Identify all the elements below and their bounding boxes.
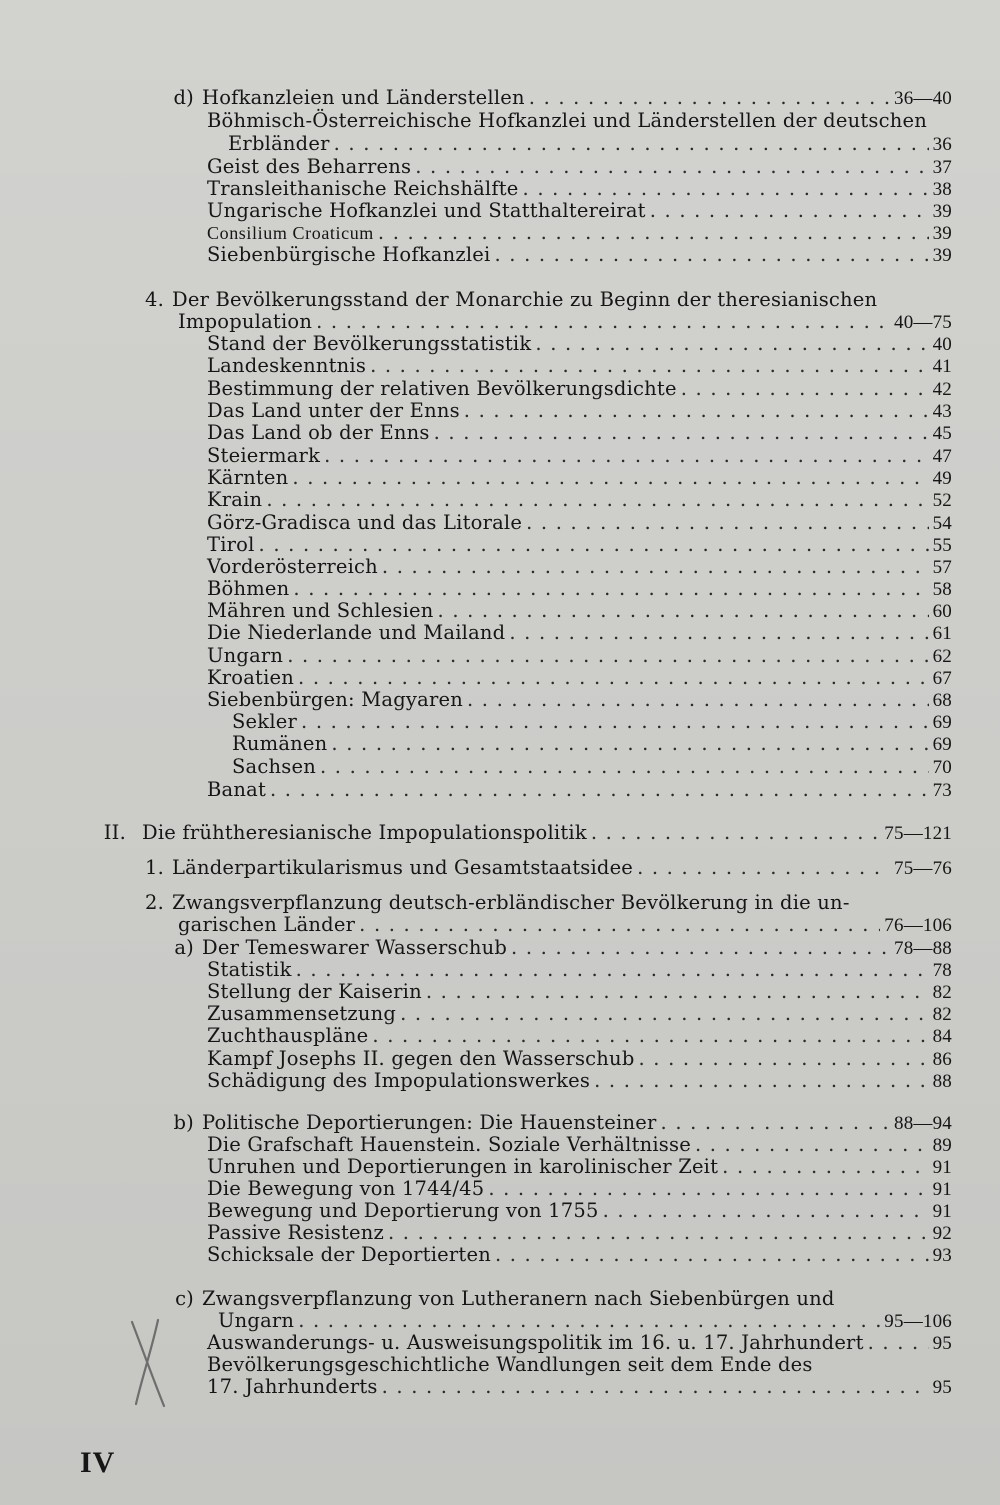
- dot-leader: [331, 733, 928, 755]
- dot-leader: [293, 578, 928, 600]
- dot-leader: [324, 445, 929, 467]
- toc-entry-title: Hofkanzleien und Länderstellen: [202, 86, 525, 109]
- toc-entry-item: [207, 556, 952, 579]
- toc-entry-title: Die Niederlande und Mailand: [207, 621, 506, 644]
- toc-entry-title: Ungarn: [218, 1309, 295, 1332]
- toc-entry-item: [207, 467, 952, 490]
- toc-entry-title: Kroatien: [207, 666, 295, 689]
- toc-entry-item: [207, 689, 952, 712]
- toc-entry-item: [207, 1048, 952, 1071]
- toc-entry-page: 73: [932, 780, 952, 801]
- toc-entry-title: Landeskenntnis: [207, 354, 367, 377]
- toc-entry-page: 61: [932, 623, 952, 644]
- toc-entry-title: Sachsen: [232, 755, 316, 778]
- toc-entry-title: Rumänen: [232, 732, 328, 755]
- toc-entry-subcont: [218, 1310, 952, 1333]
- dot-leader: [301, 711, 929, 733]
- toc-entry-item: [207, 222, 952, 245]
- toc-entry-title: Zwangsverpflanzung von Lutheranern nach Siebenbürgen und: [202, 1287, 835, 1310]
- toc-entry-title: Unruhen und Deportierungen in karolinischer Zeit: [207, 1155, 719, 1178]
- toc-entry-title: Böhmisch-Österreichische Hofkanzlei und Länderstellen der deutschen: [207, 109, 927, 132]
- toc-entry-title: Statistik: [207, 958, 292, 981]
- toc-entry-sub: [175, 1287, 952, 1310]
- toc-entry-page: 55: [932, 535, 952, 556]
- toc-entry-title: Ungarn: [207, 644, 284, 667]
- toc-entry-page: 69: [932, 712, 952, 733]
- toc-entry-title: 17. Jahrhunderts: [207, 1375, 378, 1398]
- toc-entry-number: II.: [103, 821, 126, 844]
- toc-entry-title: Politische Deportierungen: Die Hauensteiner: [202, 1111, 657, 1134]
- dot-leader: [382, 1376, 929, 1398]
- toc-entry-item: [207, 622, 952, 645]
- toc-entry-item: [207, 1025, 952, 1048]
- dot-leader: [298, 667, 929, 689]
- toc-entry-title: Steiermark: [207, 444, 321, 467]
- toc-entry-title: Das Land unter der Enns: [207, 399, 460, 422]
- toc-entry-item: [207, 1332, 952, 1355]
- toc-entry-title: Die Grafschaft Hauenstein. Soziale Verhältnisse: [207, 1133, 691, 1156]
- toc-entry-page: 52: [932, 490, 952, 511]
- toc-entry-title: Erbländer: [228, 132, 330, 155]
- toc-entry-number: 2.: [144, 891, 164, 914]
- dot-leader: [637, 857, 890, 879]
- dot-leader: [270, 779, 929, 801]
- toc-entry-item: [207, 1156, 952, 1179]
- page-number: IV: [80, 1446, 116, 1479]
- dot-leader: [400, 1003, 929, 1025]
- toc-entry-title: Kärnten: [207, 466, 289, 489]
- toc-entry-title: Zuchthauspläne: [207, 1024, 369, 1047]
- toc-entry-title: Passive Resistenz: [207, 1221, 384, 1244]
- toc-entry-title: Bestimmung der relativen Bevölkerungsdichte: [207, 377, 677, 400]
- toc-entry-item: [207, 489, 952, 512]
- toc-entry-item: [207, 422, 952, 445]
- toc-entry-title: Länderpartikularismus und Gesamtstaatsidee: [172, 856, 634, 879]
- toc-entry-item: [207, 400, 952, 423]
- toc-entry-page: 41: [932, 356, 952, 377]
- toc-entry-item: [207, 1244, 952, 1267]
- toc-entry-subitem: [232, 756, 952, 779]
- toc-entry-page: 47: [932, 446, 952, 467]
- dot-leader: [868, 1332, 929, 1354]
- toc-entry-title: Schicksale der Deportierten: [207, 1243, 491, 1266]
- toc-entry-page: 69: [932, 734, 952, 755]
- toc-entry-page: 54: [932, 513, 952, 534]
- toc-entry-page: 36: [932, 134, 952, 155]
- toc-entry-item: [207, 355, 952, 378]
- toc-entry-title: Die Bewegung von 1744/45: [207, 1177, 485, 1200]
- toc-entry-item: [207, 1134, 952, 1157]
- toc-entry-title: Stellung der Kaiserin: [207, 980, 422, 1003]
- toc-entry-item: [207, 512, 952, 535]
- toc-entry-sub: [173, 1111, 952, 1135]
- toc-entry-chap: [144, 891, 952, 914]
- toc-entry-title: Siebenbürgische Hofkanzlei: [207, 243, 491, 266]
- dot-leader: [594, 1070, 928, 1092]
- toc-entry-title: Banat: [207, 778, 266, 801]
- dot-leader: [681, 378, 929, 400]
- toc-entry-page: 40: [932, 334, 952, 355]
- dot-leader: [511, 937, 890, 959]
- dot-leader: [296, 959, 929, 981]
- toc-entry-title: Impopulation: [178, 310, 313, 333]
- toc-entry-sub: [174, 936, 952, 960]
- toc-entry-title: Consilium Croaticum: [207, 223, 374, 243]
- toc-entry-item: [207, 156, 952, 179]
- dot-leader: [488, 1178, 928, 1200]
- toc-entry-title: Zusammensetzung: [207, 1002, 397, 1025]
- toc-entry-item: [207, 200, 952, 223]
- toc-entry-page: 45: [932, 423, 952, 444]
- toc-entry-item: [207, 110, 952, 132]
- toc-entry-title: Schädigung des Impopulationswerkes: [207, 1069, 591, 1092]
- dot-leader: [523, 178, 929, 200]
- dot-leader: [298, 1310, 880, 1332]
- toc-entry-page: 88—94: [894, 1113, 952, 1134]
- toc-entry-number: b): [173, 1111, 194, 1134]
- toc-entry-title: Ungarische Hofkanzlei und Statthaltereirat: [207, 199, 646, 222]
- dot-leader: [287, 645, 928, 667]
- toc-entry-item: [207, 1354, 952, 1376]
- toc-entry-title: Böhmen: [207, 577, 290, 600]
- toc-entry-item: [207, 333, 952, 356]
- dot-leader: [494, 244, 928, 266]
- toc-entry-title: Auswanderungs- u. Ausweisungspolitik im 16. u. 17. Jahrhundert: [207, 1331, 864, 1354]
- toc-entry-sub: [173, 86, 952, 110]
- toc-entry-cont: [228, 133, 952, 156]
- toc-entry-page: 38: [932, 179, 952, 200]
- dot-leader: [292, 467, 928, 489]
- dot-leader: [591, 822, 880, 844]
- toc-entry-item: [207, 244, 952, 267]
- toc-entry-page: 58: [932, 579, 952, 600]
- toc-entry-page: 78: [932, 960, 952, 981]
- toc-entry-title: Stand der Bevölkerungsstatistik: [207, 332, 532, 355]
- dot-leader: [259, 534, 929, 556]
- dot-leader: [529, 87, 890, 109]
- toc-entry-title: Siebenbürgen: Magyaren: [207, 688, 463, 711]
- toc-entry-page: 91: [932, 1201, 952, 1222]
- toc-entry-page: 78—88: [894, 938, 952, 959]
- toc-entry-page: 36—40: [894, 88, 952, 109]
- toc-entry-item: [207, 1070, 952, 1093]
- toc-entry-number: d): [173, 86, 194, 109]
- toc-entry-page: 42: [932, 379, 952, 400]
- toc-entry-title: Vorderösterreich: [207, 555, 378, 578]
- dot-leader: [438, 600, 929, 622]
- toc-entry-page: 82: [932, 982, 952, 1003]
- toc-entry-chapcont: [178, 914, 952, 937]
- toc-entry-item: [207, 959, 952, 982]
- toc-entry-title: garischen Länder: [178, 913, 356, 936]
- toc-entry-page: 39: [932, 201, 952, 222]
- toc-entry-title: Bewegung und Deportierung von 1755: [207, 1199, 599, 1222]
- toc-entry-page: 67: [932, 668, 952, 689]
- toc-entry-page: 95—106: [884, 1311, 952, 1332]
- toc-entry-page: 76—106: [884, 915, 952, 936]
- dot-leader: [650, 200, 929, 222]
- dot-leader: [266, 489, 928, 511]
- toc-entry-part: [103, 821, 952, 845]
- toc-entry-page: 82: [932, 1004, 952, 1025]
- toc-entry-page: 40—75: [894, 312, 952, 333]
- dot-leader: [372, 1025, 928, 1047]
- dot-leader: [370, 355, 929, 377]
- toc-entry-page: 92: [932, 1223, 952, 1244]
- toc-entry-page: 95: [932, 1377, 952, 1398]
- toc-entry-number: 4.: [144, 288, 164, 311]
- dot-leader: [426, 981, 929, 1003]
- toc-entry-item: [207, 645, 952, 668]
- dot-leader: [495, 1244, 929, 1266]
- dot-leader: [526, 512, 928, 534]
- toc-entry-page: 88: [932, 1071, 952, 1092]
- dot-leader: [603, 1200, 929, 1222]
- toc-entry-title: Der Bevölkerungsstand der Monarchie zu Beginn der theresianischen: [172, 288, 878, 311]
- toc-entry-chap: [144, 856, 952, 880]
- toc-entry-item: [207, 378, 952, 401]
- dot-leader: [382, 556, 929, 578]
- toc-entry-item: [207, 1003, 952, 1026]
- dot-leader: [509, 622, 928, 644]
- pencil-cross-mark-icon: [128, 1318, 168, 1410]
- toc-entry-chap: [144, 288, 952, 311]
- toc-entry-number: c): [175, 1287, 194, 1310]
- toc-entry-number: 1.: [144, 856, 164, 879]
- toc-entry-title: Die frühtheresianische Impopulationspolitik: [142, 821, 587, 844]
- toc-entry-page: 68: [932, 690, 952, 711]
- toc-entry-title: Mähren und Schlesien: [207, 599, 434, 622]
- toc-entry-title: Tirol: [207, 533, 255, 556]
- toc-entry-title: Bevölkerungsgeschichtliche Wandlungen seit dem Ende des: [207, 1353, 813, 1376]
- toc-entry-item: [207, 1222, 952, 1245]
- toc-entry-page: 62: [932, 646, 952, 667]
- toc-entry-page: 37: [932, 157, 952, 178]
- toc-entry-title: Das Land ob der Enns: [207, 421, 430, 444]
- toc-entry-item: [207, 1178, 952, 1201]
- dot-leader: [464, 400, 929, 422]
- toc-entry-page: 75—76: [894, 858, 952, 879]
- dot-leader: [639, 1048, 929, 1070]
- dot-leader: [415, 156, 928, 178]
- toc-entry-page: 39: [932, 223, 952, 244]
- toc-entry-item: [207, 667, 952, 690]
- toc-entry-title: Geist des Beharrens: [207, 155, 412, 178]
- dot-leader: [661, 1112, 890, 1134]
- toc-entry-title: Kampf Josephs II. gegen den Wasserschub: [207, 1047, 635, 1070]
- dot-leader: [359, 914, 880, 936]
- toc-entry-page: 39: [932, 245, 952, 266]
- toc-entry-page: 93: [932, 1245, 952, 1266]
- toc-entry-page: 75—121: [884, 823, 952, 844]
- toc-entry-page: 91: [932, 1157, 952, 1178]
- dot-leader: [334, 133, 929, 155]
- dot-leader: [467, 689, 929, 711]
- dot-leader: [434, 422, 929, 444]
- toc-entry-page: 84: [932, 1026, 952, 1047]
- toc-entry-number: a): [174, 936, 194, 959]
- toc-entry-title: Görz-Gradisca und das Litorale: [207, 511, 523, 534]
- toc-entry-item: [207, 534, 952, 557]
- toc-entry-item: [207, 1376, 952, 1399]
- toc-entry-item: [207, 600, 952, 623]
- toc-entry-page: 89: [932, 1135, 952, 1156]
- toc-entry-title: Transleithanische Reichshälfte: [207, 177, 519, 200]
- toc-entry-item: [207, 178, 952, 201]
- toc-entry-page: 70: [932, 757, 952, 778]
- toc-entry-title: Zwangsverpflanzung deutsch-erbländischer Bevölkerung in die un-: [172, 891, 850, 914]
- toc-entry-item: [207, 578, 952, 601]
- toc-entry-page: 43: [932, 401, 952, 422]
- toc-entry-item: [207, 1200, 952, 1223]
- toc-entry-item: [207, 445, 952, 468]
- toc-entry-chapcont: [178, 311, 952, 334]
- dot-leader: [378, 222, 929, 244]
- toc-entry-page: 95: [932, 1333, 952, 1354]
- dot-leader: [388, 1222, 929, 1244]
- toc-entry-page: 57: [932, 557, 952, 578]
- toc-entry-page: 86: [932, 1049, 952, 1070]
- toc-entry-page: 91: [932, 1179, 952, 1200]
- dot-leader: [320, 756, 929, 778]
- toc-entry-title: Der Temeswarer Wasserschub: [202, 936, 508, 959]
- toc-entry-subitem: [232, 711, 952, 734]
- toc-entry-item: [207, 981, 952, 1004]
- toc-entry-page: 60: [932, 601, 952, 622]
- toc-entry-title: Sekler: [232, 710, 298, 733]
- dot-leader: [316, 311, 890, 333]
- dot-leader: [695, 1134, 929, 1156]
- dot-leader: [722, 1156, 928, 1178]
- toc-entry-title: Krain: [207, 488, 263, 511]
- toc-entry-subitem: [232, 733, 952, 756]
- toc-entry-item: [207, 779, 952, 802]
- dot-leader: [535, 333, 928, 355]
- toc-entry-page: 49: [932, 468, 952, 489]
